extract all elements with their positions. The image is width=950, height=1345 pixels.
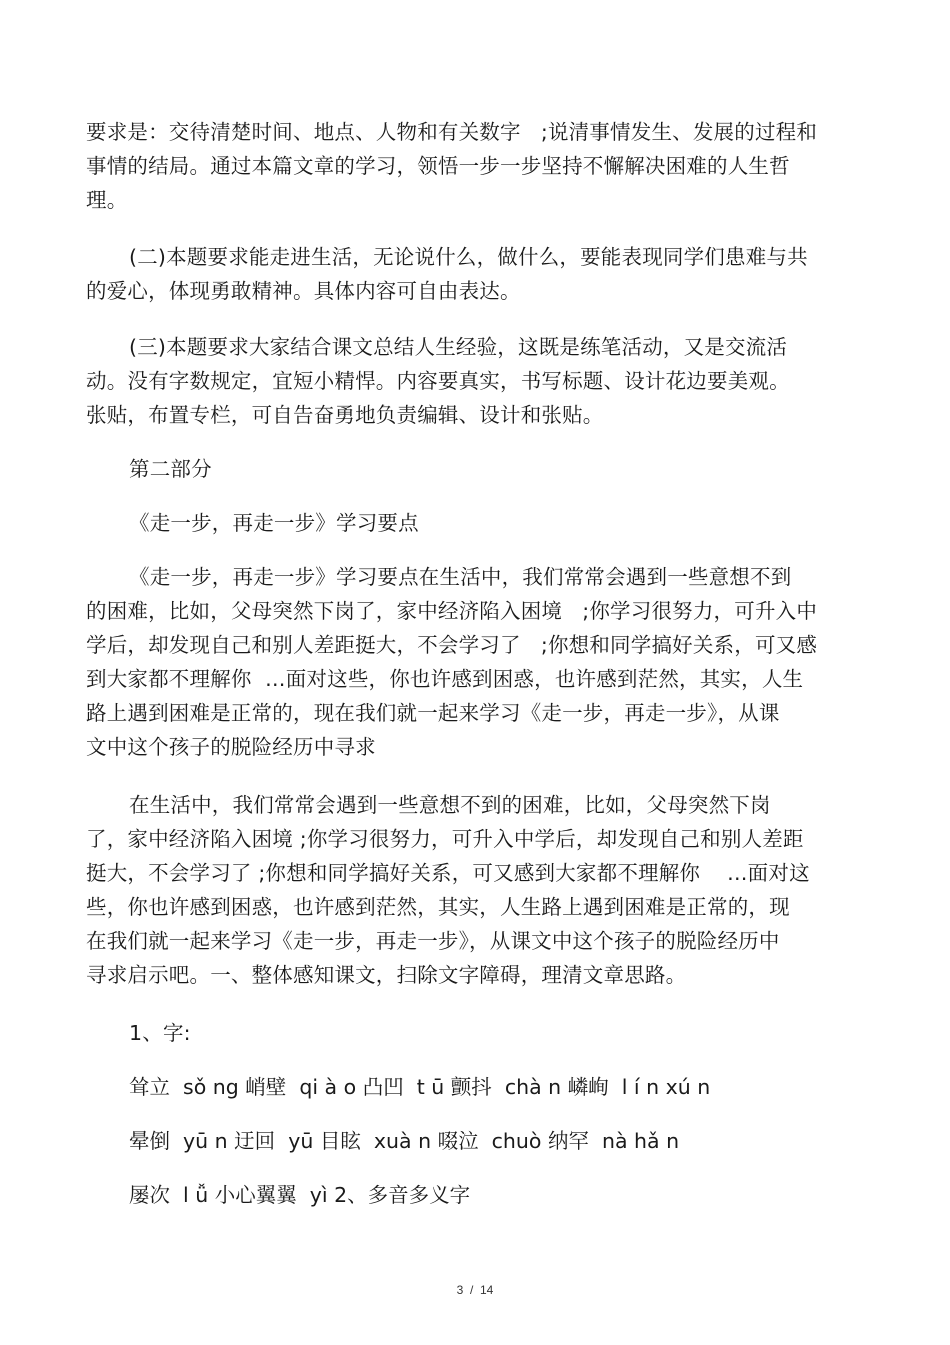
section-heading: 《走一步，再走一步》学习要点 xyxy=(129,511,419,535)
paragraph-3-line-2: 动。没有字数规定，宜短小精悍。内容要真实，书写标题、设计花边要美观。 xyxy=(86,369,790,393)
paragraph-5-line-2: 了，家中经济陷入困境 ;你学习很努力，可升入中学后，却发现自己和别人差距 xyxy=(86,827,804,851)
characters-heading: 1、字: xyxy=(129,1021,191,1045)
paragraph-5-line-5: 在我们就一起来学习《走一步，再走一步》，从课文中这个孩子的脱险经历中 xyxy=(86,929,780,953)
section-label: 第二部分 xyxy=(129,457,212,481)
paragraph-2-line-2: 的爱心，体现勇敢精神。具体内容可自由表达。 xyxy=(86,279,521,303)
paragraph-4-line-1: 《走一步，再走一步》学习要点在生活中，我们常常会遇到一些意想不到 xyxy=(129,565,792,589)
page-number: 3 / 14 xyxy=(456,1283,494,1297)
characters-line-1: 耸立 sǒ ng 峭壁 qi à o 凸凹 t ū 颤抖 chà n 嶙峋 l í n xú n xyxy=(129,1075,711,1099)
paragraph-1-line-1: 要求是：交待清楚时间、地点、人物和有关数字 ;说清事情发生、发展的过程和 xyxy=(86,120,818,144)
paragraph-3-line-3: 张贴，布置专栏，可自告奋勇地负责编辑、设计和张贴。 xyxy=(86,403,604,427)
characters-line-3: 屡次 l ǚ 小心翼翼 yì 2、多音多义字 xyxy=(129,1183,471,1207)
paragraph-3-line-1: (三)本题要求大家结合课文总结人生经验，这既是练笔活动，又是交流活 xyxy=(129,335,788,359)
paragraph-5-line-6: 寻求启示吧。一、整体感知课文，扫除文字障碍，理清文章思路。 xyxy=(86,963,687,987)
paragraph-5-line-4: 些，你也许感到困惑，也许感到茫然，其实，人生路上遇到困难是正常的，现 xyxy=(86,895,790,919)
paragraph-4-line-3: 学后，却发现自己和别人差距挺大，不会学习了 ;你想和同学搞好关系，可又感 xyxy=(86,633,818,657)
paragraph-5-line-3: 挺大，不会学习了 ;你想和同学搞好关系，可又感到大家都不理解你 …面对这 xyxy=(86,861,810,885)
paragraph-4-line-5: 路上遇到困难是正常的，现在我们就一起来学习《走一步，再走一步》，从课 xyxy=(86,701,780,725)
paragraph-4-line-4: 到大家都不理解你 …面对这些，你也许感到困惑，也许感到茫然，其实，人生 xyxy=(86,667,804,691)
paragraph-2-line-1: (二)本题要求能走进生活，无论说什么，做什么，要能表现同学们患难与共 xyxy=(129,245,808,269)
paragraph-5-line-1: 在生活中，我们常常会遇到一些意想不到的困难，比如，父母突然下岗 xyxy=(129,793,771,817)
paragraph-1-line-2: 事情的结局。通过本篇文章的学习，领悟一步一步坚持不懈解决困难的人生哲 xyxy=(86,154,790,178)
paragraph-4-line-2: 的困难，比如，父母突然下岗了，家中经济陷入困境 ;你学习很努力，可升入中 xyxy=(86,599,818,623)
paragraph-1-line-3: 理。 xyxy=(86,188,128,212)
paragraph-4-line-6: 文中这个孩子的脱险经历中寻求 xyxy=(86,735,376,759)
characters-line-2: 晕倒 yū n 迂回 yū 目眩 xuà n 啜泣 chuò 纳罕 nà hǎ n xyxy=(129,1129,680,1153)
